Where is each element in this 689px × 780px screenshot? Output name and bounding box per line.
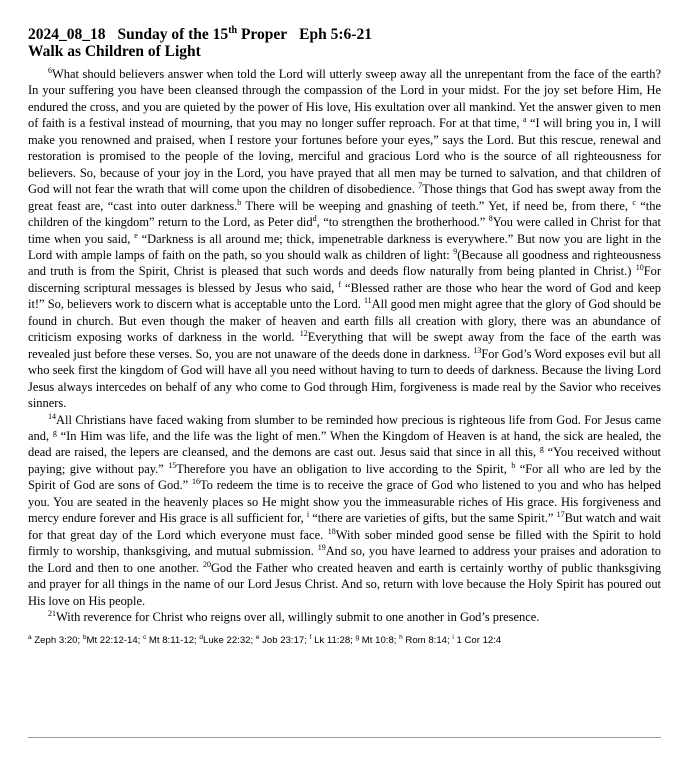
- verse-number: 13: [473, 345, 482, 355]
- footnote-ref: 1 Cor 12:4: [453, 635, 502, 647]
- footnote-marker: g: [52, 427, 57, 437]
- paragraph-1: $^6$What should believers answer when told the Lord will utterly sweep away all the unrepentant from the face of the earth? In your suffering you have been cleansed through the compassion of the Lord in your midst. For the joy set before Him, He endured the cross, and you are quieted by the power of His love, His exultation over all mankind. Yet the answer given to men of faith is a festival instead of mourning, that you may no longer suffer reproach. For at that time, $^a$ “I will bring you in, I will make you renowned and praised, when I restore your fortunes before your eyes,” says the Lord. But this rescue, renewal and restoration is promised to the people of the loving, merciful and gracious Lord who is the source of all righteousness for believers. So, because of your joy in the Lord, you have prayed that all men may be turned to salvation, and that children of God will not fear the wrath that will come upon the children of disobedience. $^7$Those things that God has swept away from the great feast are, “cast into outer darkness.$^b$ There will be weeping and gnashing of teeth.” Yet, if need be, from there, $^c$ “the children of the kingdom” return to the Lord, as Peter did$^d$, “to strengthen the brotherhood.” $^8$You were called in Christ for that time when you said, $^e$ “Darkness is all around me; thick, impenetrable darkness is everywhere.” But now you are light in the Lord with ample lamps of faith on the path, so you should walk as children of light: $^9$(Because all goodness and righteousness and truth is from the Spirit, Christ is pleased that such words and deeds flow naturally from being planted in Christ.) $^{10}$For discerning scriptural messages is blessed by Jesus who said, $^f$ “Blessed rather are those who hear the word of God and keep it!” So, believers work to discern what is acceptable unto the Lord. $^{11}$All good men might agree that the glory of God should be found in church. But even though the maker of heaven and earth fills all creation with glory, there was an abundance of criticism exposing works of darkness in the world. $^{12}$Everything that will be swept away from the face of the earth was revealed just before these verses. So, you are not unaware of the deeds done in darkness. $^{13}$For God’s Word exposes evil but all who seek first the kingdom of God will have all you need without having to turn to deeds of darkness. Because the living Lord Jesus always intercedes on behalf of any who come to God through Him, forgiveness is made real by the Savior who receives sinners.: [28, 65, 661, 411]
- verse-number: 9: [453, 246, 458, 256]
- verse-number: 20: [202, 559, 211, 569]
- verse-number: 18: [327, 526, 336, 536]
- verse-number: 10: [635, 263, 644, 273]
- footnote-marker: i: [306, 510, 310, 520]
- scripture-reference: Eph 5:6-21: [299, 26, 372, 43]
- verse-number: 12: [299, 329, 308, 339]
- date-label: 2024_08_18: [28, 26, 106, 43]
- footnote-marker: b: [237, 197, 242, 207]
- footnote-ref: Rom 8:14;: [402, 635, 453, 647]
- footnote-marker: d: [312, 213, 317, 223]
- footnote-mark: a: [28, 634, 32, 642]
- footnote-marker: e: [134, 230, 138, 240]
- paragraph-3: $^{21}$With reverence for Christ who reigns over all, willingly submit to one another in God’s presence.: [48, 608, 540, 624]
- occasion-label: Sunday of the 15th Proper: [117, 24, 288, 43]
- footnote-marker: a: [522, 115, 527, 125]
- document-subtitle: Walk as Children of Light: [28, 43, 201, 60]
- verse-number: 15: [168, 460, 177, 470]
- verse-number: 7: [418, 181, 423, 191]
- bottom-rule: [28, 737, 661, 738]
- footnote-marker: f: [338, 279, 341, 289]
- verse-number: 14: [48, 411, 56, 421]
- footnote-mark: c: [142, 634, 147, 642]
- footnote-ref: Lk 11:28;: [311, 635, 356, 647]
- footnote-mark: d: [199, 634, 204, 642]
- footnote-mark: e: [255, 634, 260, 642]
- verse-number: 8: [488, 213, 493, 223]
- footnote-mark: i: [452, 634, 454, 642]
- footnote-ref: Job 23:17;: [259, 635, 310, 647]
- paragraph-2: $^{14}$All Christians have faced waking from slumber to be reminded how precious is righteous life from God. For Jesus came and, $^g$ “In Him was life, and the life was the light of men.” When the Kingdom of Heaven is at hand, the sick are healed, the dead are raised, the lepers are cleansed, and the demons are cast out. Jesus said that since in all this, $^g$ “You received without paying; give without pay.” $^{15}$Therefore you have an obligation to live according to the Spirit, $^h$ “For all who are led by the Spirit of God are sons of God.” $^{16}$To redeem the time is to receive the grace of God who listened to you and who has helped you. You are seated in the heavenly places so He might show you the immeasurable riches of His grace. His forgiveness and mercy endure forever and His grace is all sufficient for, $^i$ “there are varieties of gifts, but the same Spirit.” $^{17}$But watch and wait for that great day of the Lord which everyone must face. $^{18}$With sober minded good sense be filled with the Spirit to hold firmly to worship, thanksgiving, and mutual submission. $^{19}$And so, you have learned to address your praises and adoration to the Lord and then to one another. $^{20}$God the Father who created heaven and earth is certainly worthy of public thanksgiving and prayer for all things in the name of our Lord Jesus Christ. And so, return with love because the Holy Spirit has poured out His love on His people.: [28, 411, 662, 608]
- verse-number: 19: [317, 543, 326, 552]
- header-line: [28, 26, 661, 43]
- footnote-marker: c: [632, 197, 636, 207]
- footnote-mark: b: [82, 634, 87, 642]
- footnote-ref: Mt 10:8;: [359, 635, 400, 647]
- footnote-mark: g: [355, 634, 360, 642]
- footnote-mark: f: [309, 634, 312, 642]
- footnote-marker: g: [539, 444, 544, 454]
- verse-number: 21: [48, 608, 56, 618]
- document-body: [28, 66, 661, 625]
- footnote-ref: Zeph 3:20;: [31, 635, 83, 647]
- verse-number: 17: [556, 510, 565, 520]
- verse-number: 11: [363, 296, 372, 306]
- footnote-mark: h: [399, 634, 403, 642]
- verse-number: 16: [191, 477, 200, 487]
- footnote-marker: h: [511, 460, 516, 470]
- footnote-ref: Mt 8:11-12;: [146, 635, 200, 647]
- footnotes: [28, 635, 661, 647]
- footnote-ref: Mt 22:12-14;: [86, 635, 143, 647]
- verse-number: 6: [48, 65, 52, 75]
- footnote-ref: Luke 22:32;: [203, 635, 256, 647]
